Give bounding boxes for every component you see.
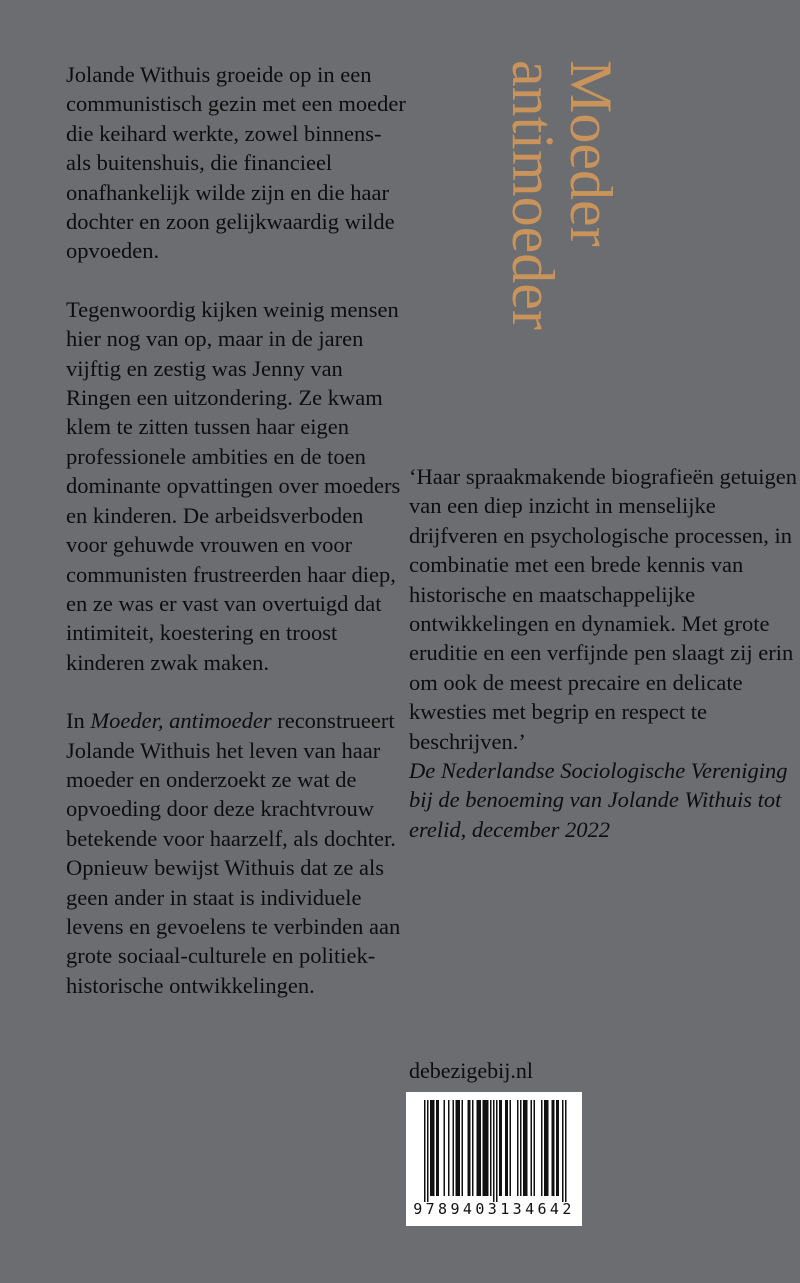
barcode-bar — [469, 1100, 471, 1196]
barcode-bar — [483, 1100, 485, 1196]
barcode-bar — [453, 1100, 455, 1196]
barcode-bar — [544, 1100, 546, 1196]
blurb-book-title: Moeder, antimoeder — [90, 708, 272, 734]
barcode-bar — [523, 1100, 525, 1196]
barcode-bar — [525, 1100, 527, 1196]
barcode-bar — [547, 1100, 549, 1196]
barcode-bar — [565, 1100, 567, 1202]
barcode-bar — [430, 1100, 432, 1196]
barcode-bar — [517, 1100, 519, 1196]
barcode-bar — [487, 1100, 489, 1196]
quote-text: ‘Haar spraakmakende biografieën getuigen van een diep inzicht in menselijke drijfveren en psychologische processen, in combinatie met een brede kennis van historische en maatschappelijke ontwikkelingen en dynamiek. Met grote eruditie en een verfijnde pen slaagt zij erin om ook de meest precaire en delicate kwesties met begrip en respect te beschrijven.’ — [409, 464, 797, 754]
barcode-bar — [552, 1100, 554, 1196]
blurb-paragraph-3 — [66, 706, 406, 1000]
back-cover-blurb — [66, 60, 406, 1029]
barcode-bar — [427, 1100, 429, 1202]
barcode-bar — [462, 1100, 464, 1196]
barcode-bar — [510, 1100, 512, 1196]
barcode-bar — [448, 1100, 450, 1196]
barcode-bar — [424, 1100, 426, 1202]
barcode-bar — [457, 1100, 459, 1196]
barcode-bar — [433, 1100, 435, 1196]
barcode-bar — [507, 1100, 509, 1196]
barcode-bar — [468, 1100, 470, 1196]
barcode-bar — [480, 1100, 482, 1196]
barcode-bar — [477, 1100, 479, 1196]
barcode-bar — [496, 1100, 498, 1202]
barcode-bar — [478, 1100, 480, 1196]
barcode-bar — [558, 1100, 560, 1196]
barcode-bar — [436, 1100, 438, 1196]
book-title-line-1: Moeder — [558, 60, 624, 247]
barcode-bar — [493, 1100, 495, 1202]
book-title-line-2: antimoeder — [500, 60, 566, 330]
barcode-bar — [520, 1100, 522, 1196]
barcode-bar — [472, 1100, 474, 1196]
blurb-paragraph-2: Tegenwoordig kijken weinig mensen hier nog van op, maar in de jaren vijftig en zestig was Jenny van Ringen een uitzondering. Ze kwam klem te zitten tussen haar eigen professionele ambities en de toen dominante opvattingen over moeders en kinderen. De arbeidsverboden voor gehuwde vrouwen en voor communisten frustreerden haar diep, en ze was er vast van overtuigd dat intimiteit, koestering en troost kinderen zwak maken. — [66, 296, 401, 675]
barcode-bar — [546, 1100, 548, 1196]
barcode-bar — [531, 1100, 533, 1196]
barcode-bars — [406, 1092, 582, 1202]
publisher-website: debezigebij.nl — [409, 1058, 534, 1083]
barcode-bar — [505, 1100, 507, 1196]
barcode-bar — [534, 1100, 536, 1196]
barcode-bar — [490, 1100, 492, 1196]
book-title — [480, 60, 624, 420]
barcode-bar — [541, 1100, 543, 1196]
barcode-bar — [484, 1100, 486, 1196]
isbn-barcode — [406, 1092, 582, 1226]
barcode-bar — [432, 1100, 434, 1196]
barcode-bar — [553, 1100, 555, 1196]
barcode-bar — [444, 1100, 446, 1196]
quote-source: De Nederlandse Sociologische Vereniging bij de benoeming van Jolande Withuis tot erelid, december 2022 — [409, 758, 788, 842]
barcode-bar — [459, 1100, 461, 1196]
barcode-bar — [438, 1100, 440, 1196]
blurb-paragraph-1: Jolande Withuis groeide op in een communistisch gezin met een moeder die keihard werkte, zowel binnens- als buitenshuis, die financieel onafhankelijk wilde zijn en die haar dochter en zoon gelijkwaardig wilde opvoeden. — [66, 62, 406, 264]
barcode-bar — [526, 1100, 528, 1196]
barcode-bar — [501, 1100, 503, 1196]
barcode-bar — [456, 1100, 458, 1196]
barcode-bar — [499, 1100, 501, 1196]
barcode-bar — [486, 1100, 488, 1196]
barcode-bar — [556, 1100, 558, 1196]
blurb-paragraph-3-start: In — [66, 708, 91, 734]
blurb-paragraph-3-rest: reconstrueert Jolande Withuis het leven van haar moeder en onderzoekt ze wat de opvoeding door deze krachtvrouw betekende voor haarzelf, als dochter. Opnieuw bewijst Withuis dat ze als geen ander in staat is individuele levens en gevoelens te verbinden aan grote sociaal-culturele en politiek-historische ontwikkelingen. — [66, 708, 401, 998]
endorsement-quote — [409, 462, 800, 844]
barcode-bar — [562, 1100, 564, 1202]
isbn-number: 9789403134642 — [413, 1200, 575, 1218]
